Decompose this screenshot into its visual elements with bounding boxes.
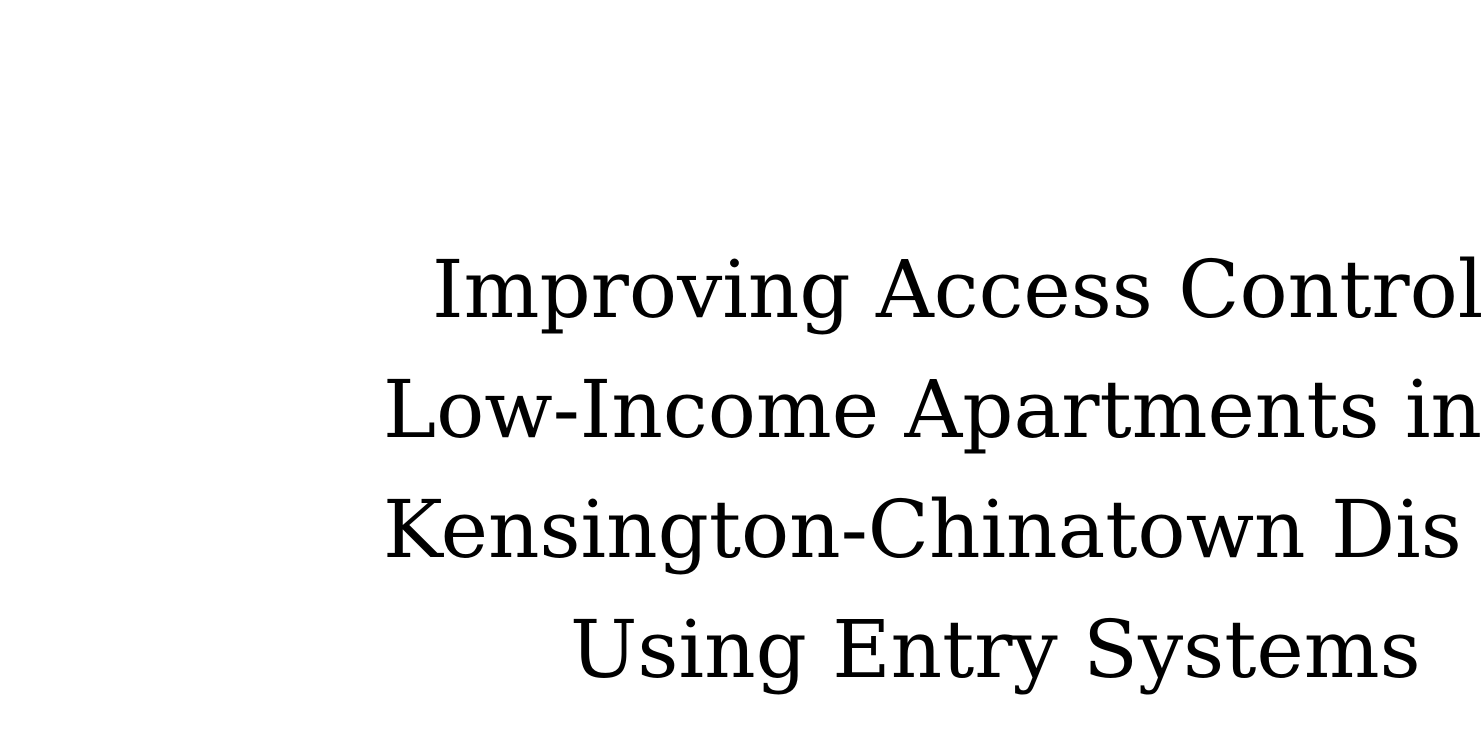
title-line-4: Using Entry Systems bbox=[570, 603, 1421, 696]
title-line-1: Improving Access Control bbox=[432, 243, 1483, 336]
title-line-3: Kensington-Chinatown Dis bbox=[383, 483, 1462, 576]
title-block bbox=[0, 240, 1483, 720]
title-line-2: Low-Income Apartments in bbox=[383, 363, 1483, 456]
